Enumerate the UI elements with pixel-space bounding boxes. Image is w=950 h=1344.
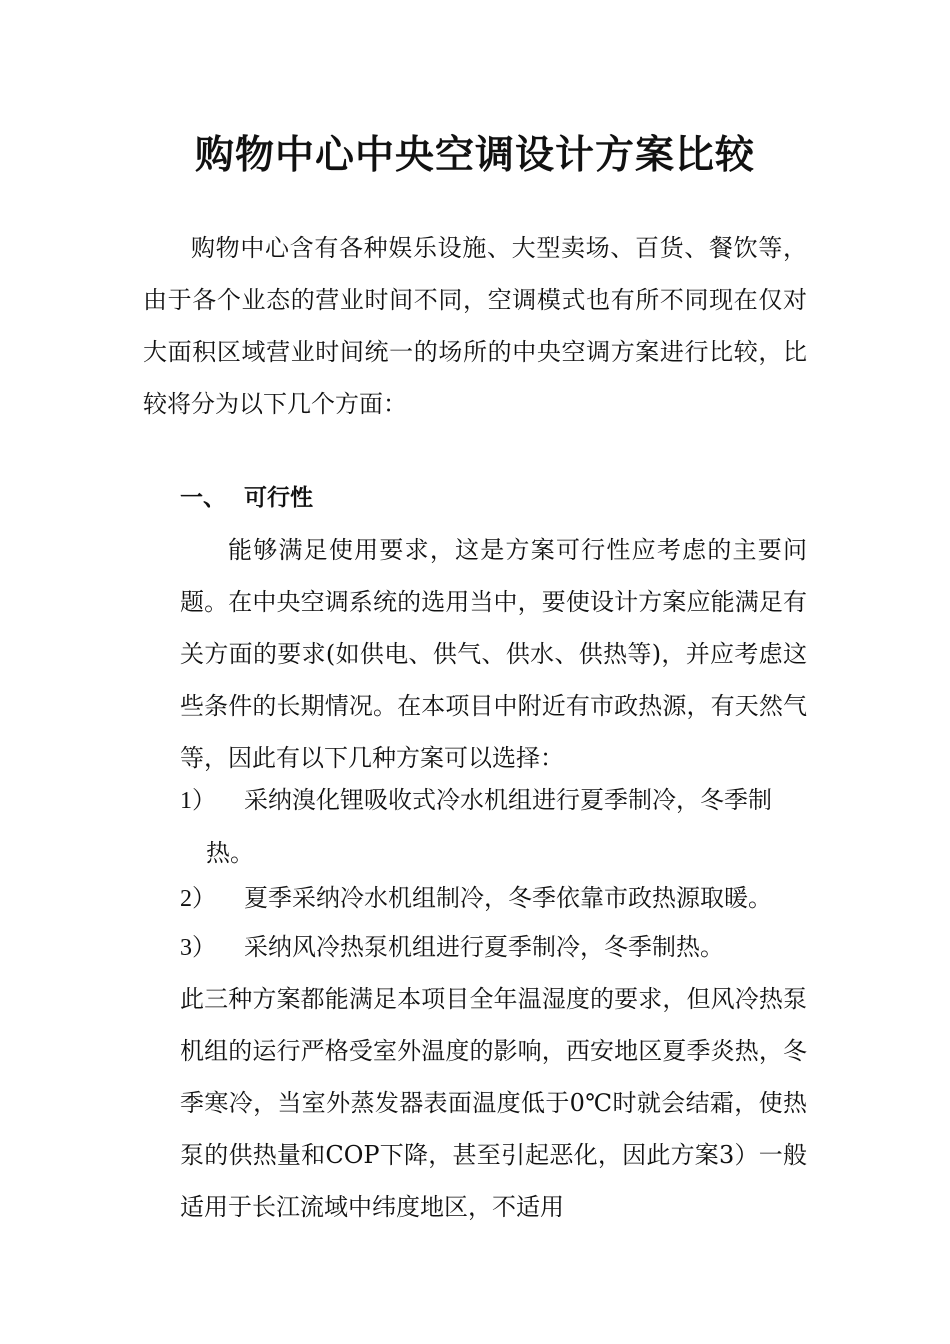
list-marker: 1）: [180, 788, 216, 814]
section-title: 可行性: [244, 485, 313, 511]
intro-paragraph: 购物中心含有各种娱乐设施、大型卖场、百货、餐饮等，由于各个业态的营业时间不同，空调模式也有所不同现在仅对大面积区域营业时间统一的场所的中央空调方案进行比较，比较将分为以下几个方面：: [143, 234, 807, 418]
list-item-text: 夏季采纳冷水机组制冷，冬季依靠市政热源取暖。: [244, 884, 772, 912]
list-item: [180, 872, 807, 925]
list-item: [180, 774, 807, 879]
list-item-text: 采纳溴化锂吸收式冷水机组进行夏季制冷，冬季制: [244, 786, 772, 814]
list-item-text: 采纳风冷热泵机组进行夏季制冷，冬季制热。: [244, 933, 724, 961]
section-paragraph: 能够满足使用要求，这是方案可行性应考虑的主要问题。在中央空调系统的选用当中，要使设计方案应能满足有关方面的要求(如供电、供气、供水、供热等)，并应考虑这些条件的长期情况。在本项目中附近有市政热源，有天然气等，因此有以下几种方案可以选择：: [180, 536, 807, 772]
document-title: 购物中心中央空调设计方案比较: [194, 133, 755, 178]
section-number: 一、: [180, 485, 226, 511]
section-heading: [180, 482, 313, 514]
list-marker: 2）: [180, 886, 216, 912]
list-marker: 3）: [180, 935, 216, 961]
list-item: [180, 921, 807, 974]
list-item-text-continued: 热。: [206, 839, 254, 867]
conclusion-paragraph: 此三种方案都能满足本项目全年温湿度的要求，但风冷热泵机组的运行严格受室外温度的影响，西安地区夏季炎热，冬季寒冷，当室外蒸发器表面温度低于0℃时就会结霜，使热泵的供热量和COP下降，甚至引起恶化，因此方案3）一般适用于长江流域中纬度地区，不适用: [180, 985, 807, 1221]
